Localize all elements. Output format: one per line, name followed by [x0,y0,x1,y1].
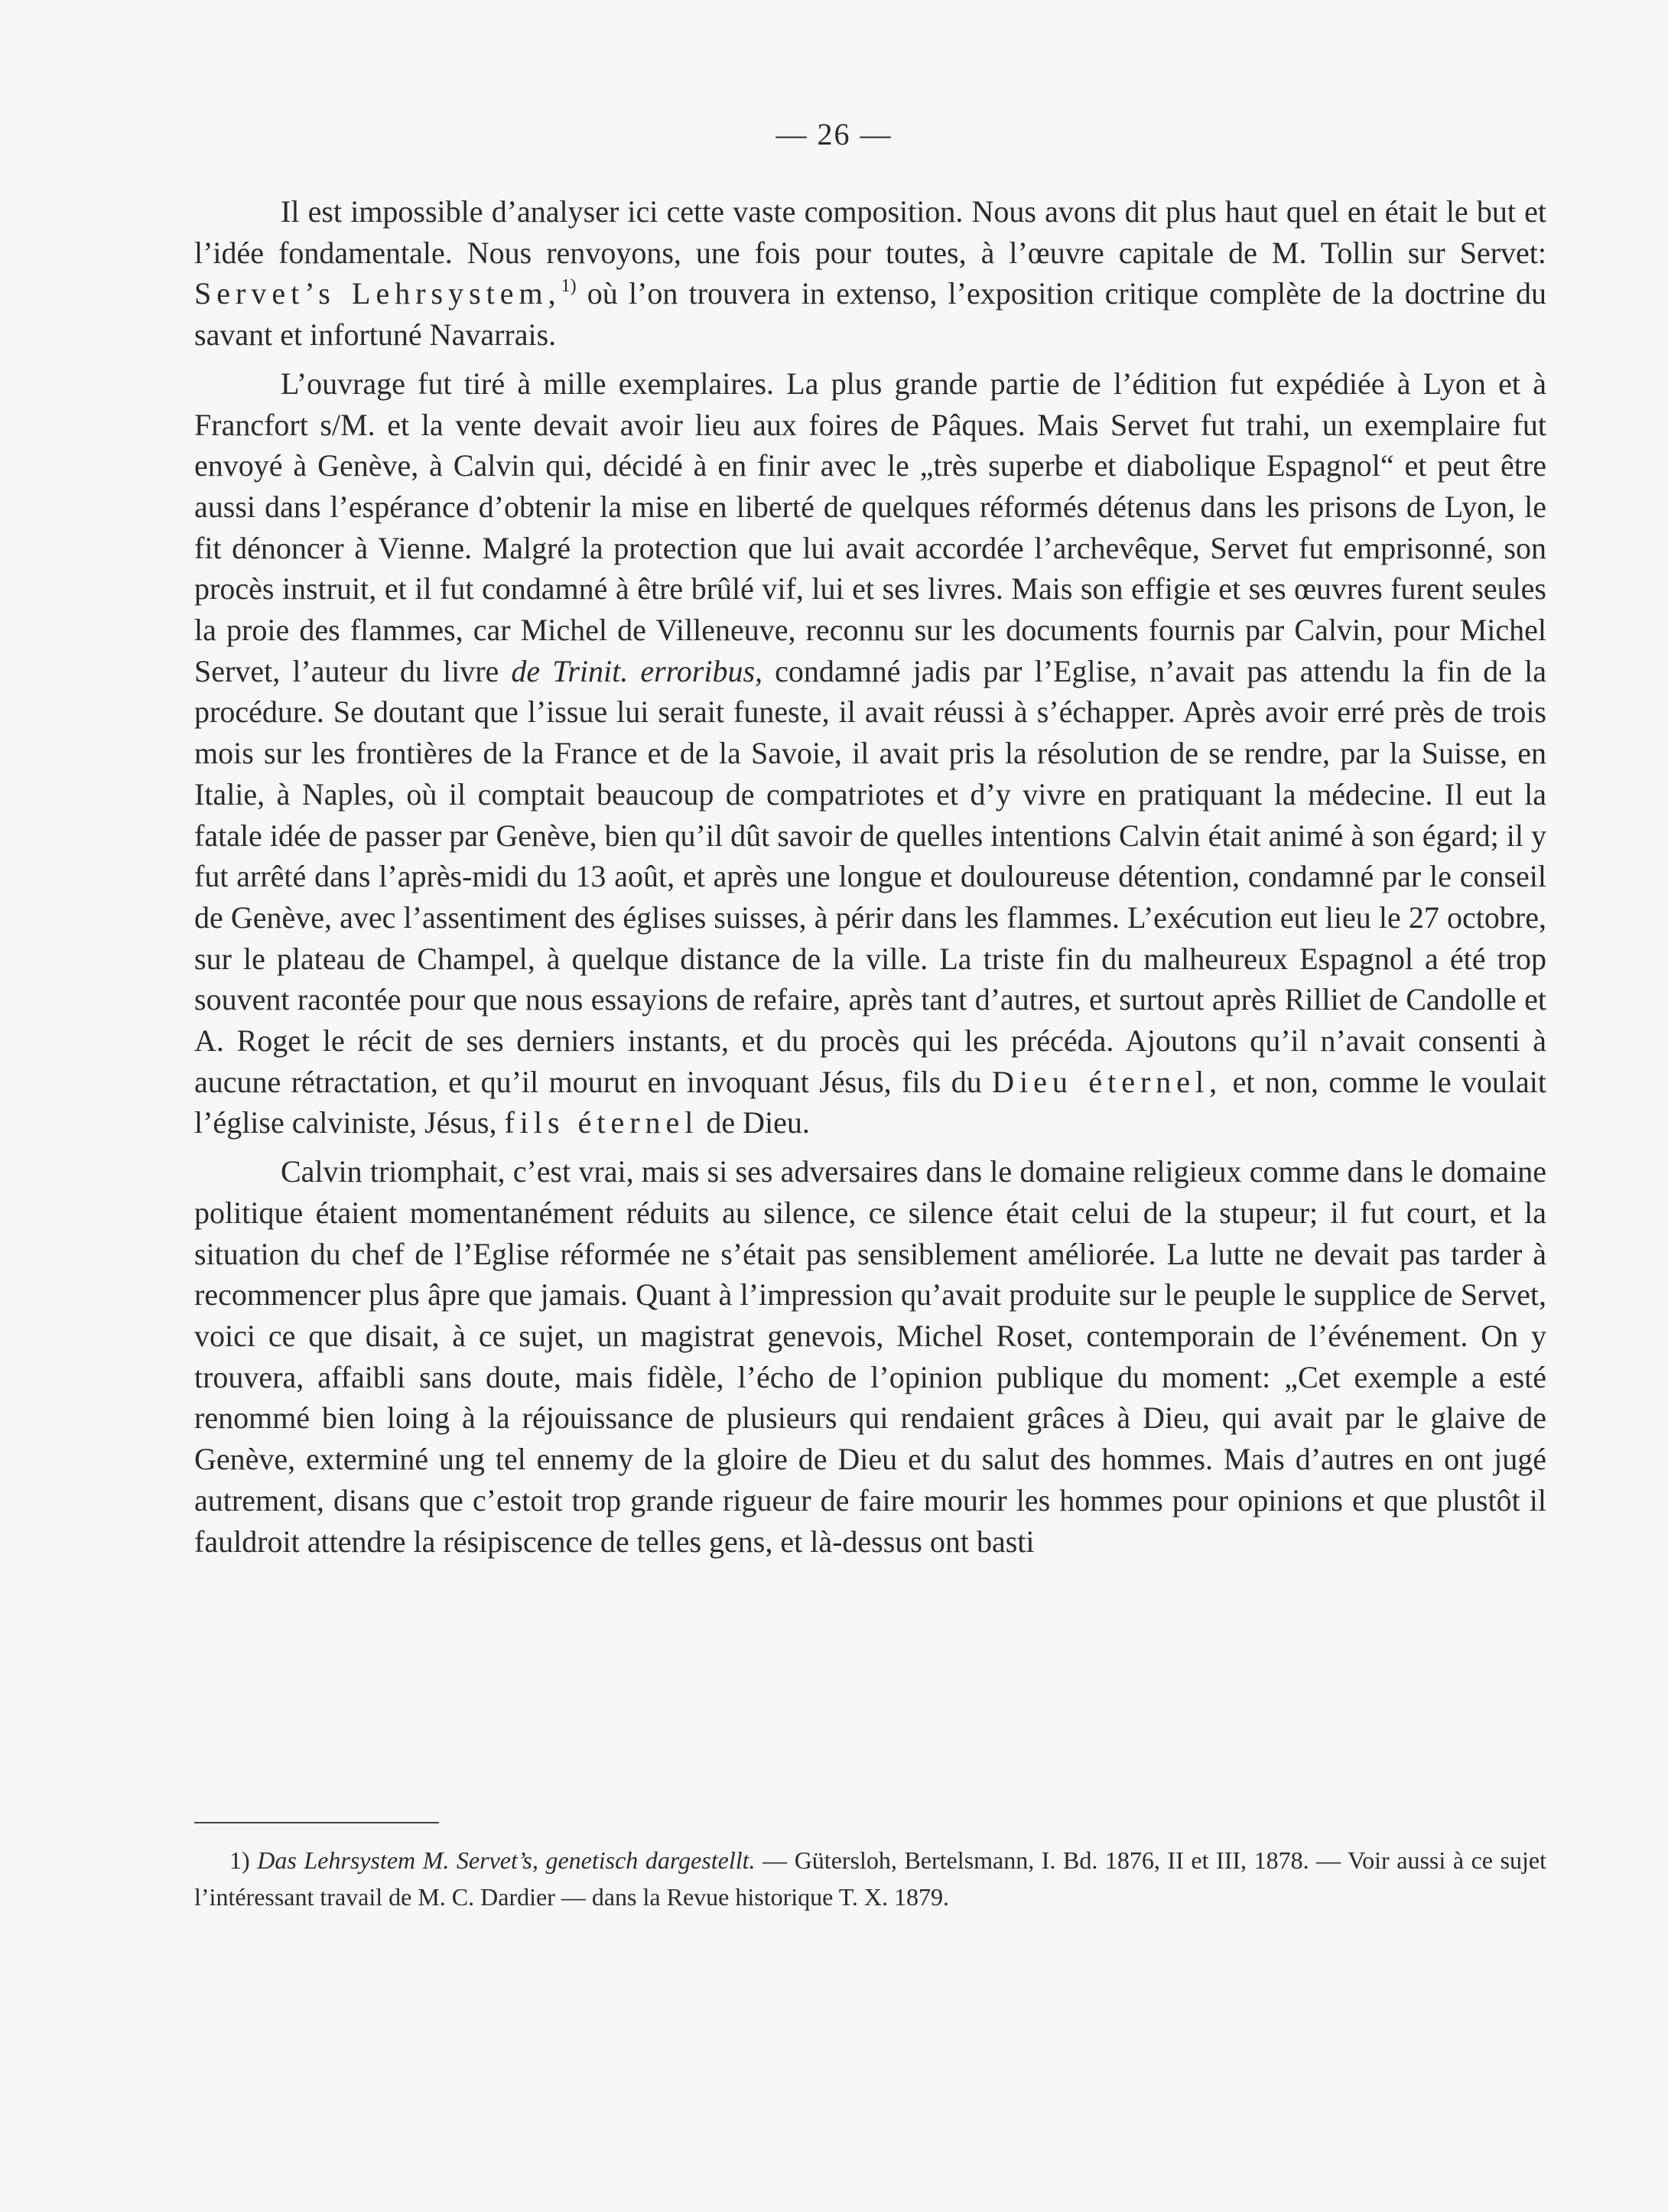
page-number: — 26 — [775,117,893,151]
paragraph-2-text-b: condamné jadis par l’Eglise, n’avait pas attendu la fin de la procédure. Se doutant que l’issue lui serait funeste, il avait réussi à s’échapper. Après avoir erré près de trois mois sur les frontières de la France et de la Savoie, il avait pris la résolution de se rendre, par la Suisse, en Italie, à Naples, où il comptait beaucoup de compatriotes et d’y vivre en pratiquant la médecine. Il eut la fatale idée de passer par Genève, bien qu’il dût savoir de quelles intentions Calvin était animé à son égard; il y fut arrêté dans l’après-midi du 13 août, et après une longue et douloureuse détention, condamné par le conseil de Genève, avec l’assentiment des églises suisses, à périr dans les flammes. L’exécution eut lieu le 27 octobre, sur le plateau de Champel, à quelque distance de la ville. La triste fin du malheureux Espagnol a été trop souvent racontée pour que nous essayions de refaire, après tant d’autres, et surtout après Rilliet de Candolle et A. Roget le récit de ses derniers instants, et du procès qui les précéda. Ajoutons qu’il n’avait consenti à aucune rétractation, et qu’il mourut en invoquant Jésus, fils du [194,653,1546,1099]
paragraph-1-text-a: Il est impossible d’analyser ici cette vaste composition. Nous avons dit plus haut quel en était le but et l’idée fondamentale. Nous renvoyons, une fois pour toutes, à l’œuvre capitale de M. Tollin sur Servet: [194,194,1546,270]
footnote-reference: 1) [561,276,577,297]
footnote-text: — Gütersloh, Bertelsmann, I. Bd. 1876, II et III, 1878. — Voir aussi à ce sujet l’intéressant travail de M. C. Dardier — dans la Revue historique T. X. 1879. [194,1846,1547,1911]
paragraph-3: Calvin triomphait, c’est vrai, mais si ses adversaires dans le domaine religieux comme dans le domaine politique étaient momentanément réduits au silence, ce silence était celui de la stupeur; il fut court, et la situation du chef de l’Eglise réformée ne s’était pas sensiblement améliorée. La lutte ne devait pas tarder à recommencer plus âpre que jamais. Quant à l’impression qu’avait produite sur le peuple le supplice de Servet, voici ce que disait, à ce sujet, un magistrat genevois, Michel Roset, contemporain de l’événement. On y trouvera, affaibli sans doute, mais fidèle, l’écho de l’opinion publique du moment: „Cet exemple a esté renommé bien loing à la réjouissance de plusieurs qui rendaient grâces à Dieu, qui avait par le glaive de Genève, exterminé ung tel ennemy de la gloire de Dieu et du salut des hommes. Mais d’autres en ont jugé autrement, disans que c’estoit trop grande rigueur de faire mourir les hommes pour opinions et que plustôt il fauldroit attendre la résipiscence de telles gens, et là-dessus ont basti [194,1154,1546,1559]
footnote-mark: 1) [229,1846,250,1874]
body-text [194,191,1546,1562]
spaced-phrase-2: fils éternel [504,1105,699,1140]
footnote-italic-title: Das Lehrsystem M. Servet’s, genetisch dargestellt. [257,1846,756,1874]
paragraph-1 [194,191,1546,356]
paragraph-2-text-a: L’ouvrage fut tiré à mille exemplaires. La plus grande partie de l’édition fut expédiée à Lyon et à Francfort s/M. et la vente devait avoir lieu aux foires de Pâques. Mais Servet fut trahi, un exemplaire fut envoyé à Genève, à Calvin qui, décidé à en finir avec le „très superbe et diabolique Espagnol“ et peut être aussi dans l’espérance d’obtenir la mise en liberté de quelques réformés détenus dans les prisons de Lyon, le fit dénoncer à Vienne. Malgré la protection que lui avait accordée l’archevêque, Servet fut emprisonné, son procès instruit, et il fut condamné à être brûlé vif, lui et ses livres. Mais son effigie et ses œuvres furent seules la proie des flammes, car Michel de Villeneuve, reconnu sur les documents fournis par Calvin, pour Michel Servet, l’auteur du livre [194,366,1546,688]
paragraph-2-text-c: et non, comme le voulait l’église calviniste, Jésus, [194,1064,1546,1140]
paragraph-2-text-d: de Dieu. [698,1105,810,1140]
paragraph-1-text-b: où l’on trouvera in extenso, l’exposition critique complète de la doctrine du savant et infortuné Navarrais. [194,276,1546,353]
paragraph-2 [194,363,1546,1143]
footnote [194,1842,1546,1915]
italic-book-title: de Trinit. erroribus, [511,653,763,688]
footnote-rule [194,1822,439,1823]
spaced-title: Servet’s Lehrsystem, [194,276,561,311]
spaced-phrase-1: Dieu éternel, [992,1064,1223,1099]
